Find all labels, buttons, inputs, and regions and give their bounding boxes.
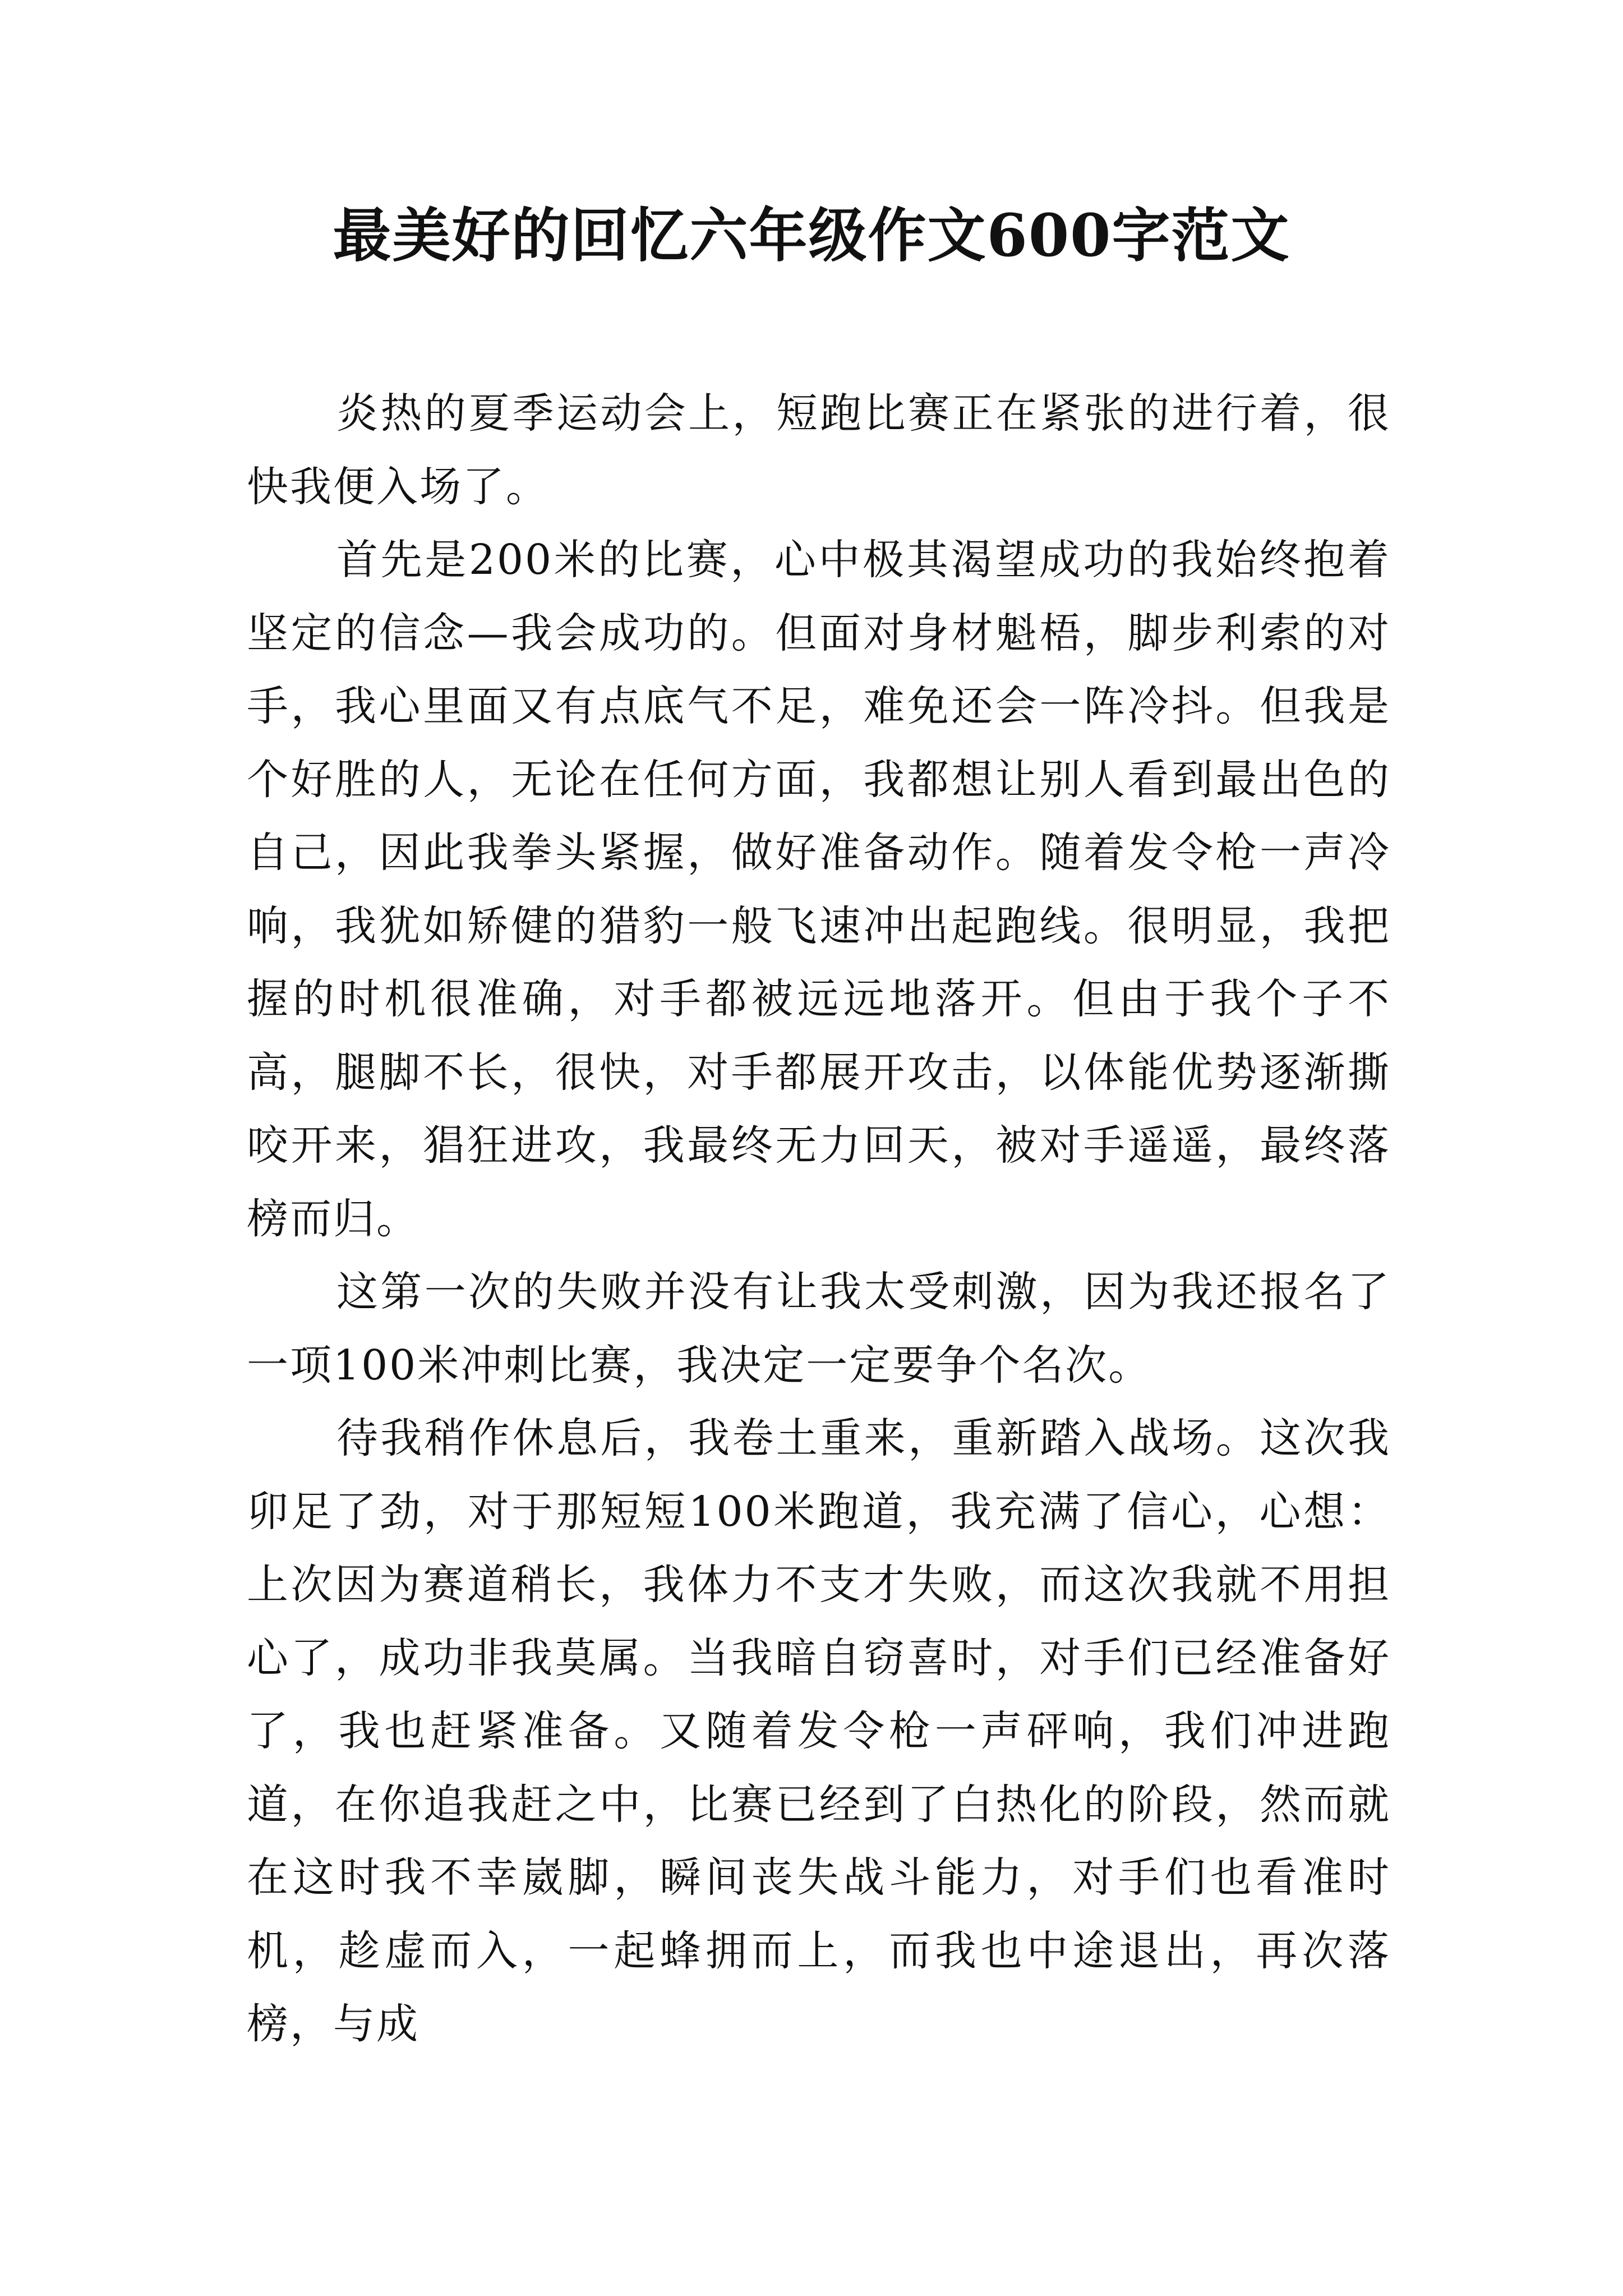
document-body — [247, 377, 1391, 2061]
paragraph-4: 待我稍作休息后，我卷土重来，重新踏入战场。这次我卯足了劲，对于那短短100米跑道，我充满了信心，心想：上次因为赛道稍长，我体力不支才失败，而这次我就不用担心了，成功非我莫属。当我暗自窃喜时，对手们已经准备好了，我也赶紧准备。又随着发令枪一声砰响，我们冲进跑道，在你追我赶之中，比赛已经到了白热化的阶段，然而就在这时我不幸崴脚，瞬间丧失战斗能力，对手们也看准时机，趁虚而入，一起蜂拥而上，而我也中途退出，再次落榜，与成 — [247, 1414, 1391, 2048]
paragraph-2: 首先是200米的比赛，心中极其渴望成功的我始终抱着坚定的信念—我会成功的。但面对身材魁梧，脚步利索的对手，我心里面又有点底气不足，难免还会一阵冷抖。但我是个好胜的人，无论在任何方面，我都想让别人看到最出色的自己，因此我拳头紧握，做好准备动作。随着发令枪一声冷响，我犹如矫健的猎豹一般飞速冲出起跑线。很明显，我把握的时机很准确，对手都被远远地落开。但由于我个子不高，腿脚不长，很快，对手都展开攻击，以体能优势逐渐撕咬开来，猖狂进攻，我最终无力回天，被对手遥遥，最终落榜而归。 — [247, 536, 1391, 1243]
paragraph-1: 炎热的夏季运动会上，短跑比赛正在紧张的进行着，很快我便入场了。 — [247, 389, 1391, 511]
document-title: 最美好的回忆六年级作文600字范文 — [333, 201, 1290, 270]
paragraph-3: 这第一次的失败并没有让我太受刺激，因为我还报名了一项100米冲刺比赛，我决定一定要争个名次。 — [247, 1268, 1391, 1389]
